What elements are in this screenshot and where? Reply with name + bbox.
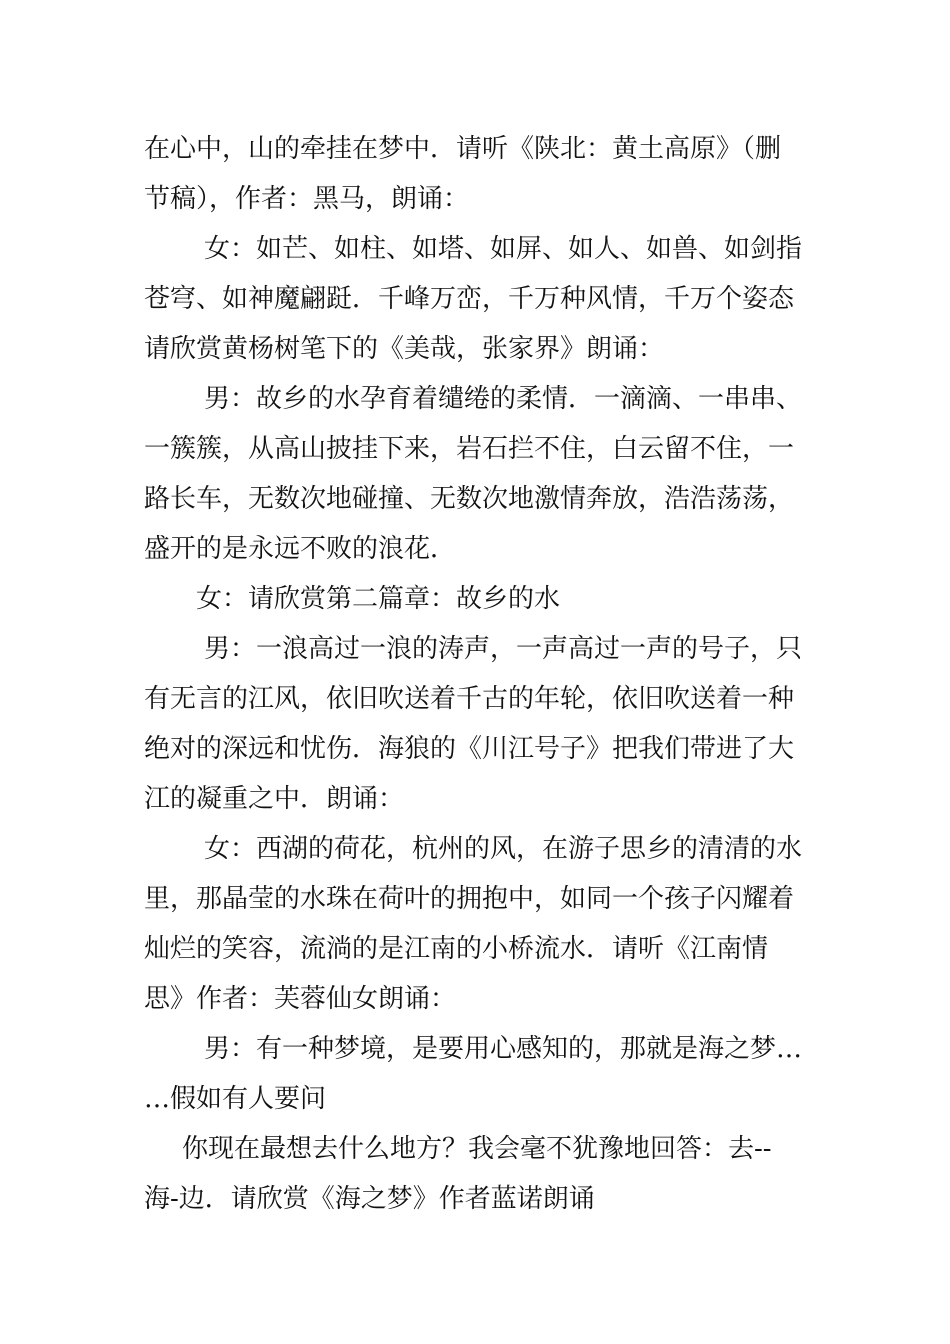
text-line: 男：一浪高过一浪的涛声，一声高过一声的号子，只 (204, 634, 803, 664)
text-line: 路长车，无数次地碰撞、无数次地激情奔放，浩浩荡荡， (144, 484, 795, 514)
text-line: 江的凝重之中．朗诵： (144, 784, 405, 814)
text-line: 苍穹、如神魔翩跹．千峰万峦，千万种风情，千万个姿态 (144, 284, 795, 314)
document-body (144, 124, 808, 1224)
text-line: 女：请欣赏第二篇章：故乡的水 (196, 584, 561, 614)
text-line: 灿烂的笑容，流淌的是江南的小桥流水．请听《江南情 (144, 934, 769, 964)
text-line: 男：故乡的水孕育着缱绻的柔情．一滴滴、一串串、 (204, 384, 803, 414)
text-line: 男：有一种梦境，是要用心感知的，那就是海之梦… (204, 1034, 803, 1064)
text-line: 绝对的深远和忧伤．海狼的《川江号子》把我们带进了大 (144, 734, 795, 764)
text-line: …假如有人要问 (144, 1084, 327, 1114)
text-line: 海-边．请欣赏《海之梦》作者蓝诺朗诵 (144, 1184, 595, 1214)
text-line: 在心中，山的牵挂在梦中．请听《陕北：黄土高原》（删 (144, 134, 782, 164)
text-line: 一簇簇，从高山披挂下来，岩石拦不住，白云留不住，一 (144, 434, 795, 464)
text-line: 里，那晶莹的水珠在荷叶的拥抱中，如同一个孩子闪耀着 (144, 884, 795, 914)
text-line: 节稿），作者：黑马，朗诵： (144, 184, 470, 214)
text-line: 女：如芒、如柱、如塔、如屏、如人、如兽、如剑指 (204, 234, 803, 264)
text-line: 思》作者：芙蓉仙女朗诵： (144, 984, 457, 1014)
text-line: 你现在最想去什么地方？我会毫不犹豫地回答：去-- (182, 1134, 772, 1164)
text-line: 女：西湖的荷花，杭州的风，在游子思乡的清清的水 (204, 834, 803, 864)
text-line: 有无言的江风，依旧吹送着千古的年轮，依旧吹送着一种 (144, 684, 795, 714)
text-line: 请欣赏黄杨树笔下的《美哉，张家界》朗诵： (144, 334, 665, 364)
text-line: 盛开的是永远不败的浪花． (144, 534, 457, 564)
